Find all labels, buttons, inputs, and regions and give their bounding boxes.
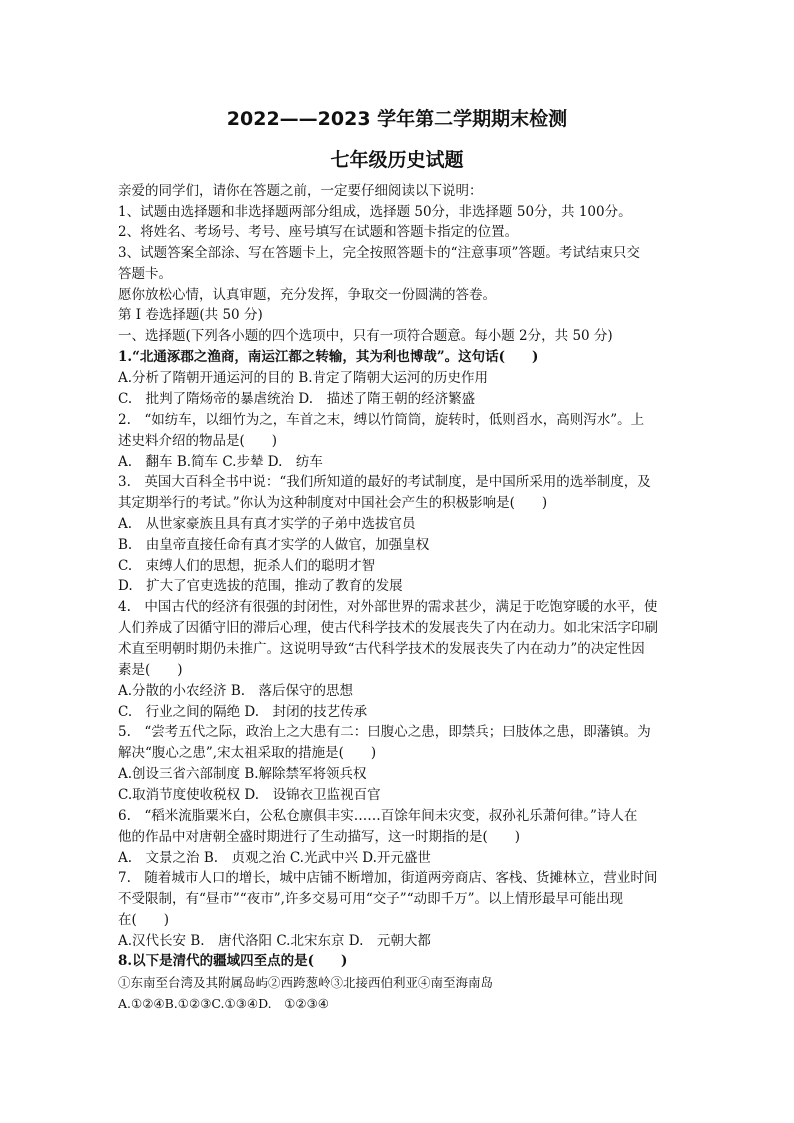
part-title: 一、选择题(下列各小题的四个选项中，只有一项符合题意。每小题 2分，共 50 分): [118, 328, 613, 344]
question-3-option-a: A. 从世家豪族且具有真才实学的子弟中选拔官员: [118, 516, 416, 532]
question-6-options: A. 文景之治 B. 贞观之治 C.光武中兴 D.开元盛世: [118, 850, 431, 866]
question-3-option-c: C. 束缚人们的思想，扼杀人们的聪明才智: [118, 558, 376, 574]
question-1-stem: 1.“北通涿郡之渔商，南运江都之转输，其为利也博哉”。这句话( ): [118, 349, 539, 365]
instruction-item-1: 1、试题由选择题和非选择题两部分组成，选择题 50分，非选择题 50分，共 100分。: [118, 204, 632, 220]
question-4-options-cd: C. 行业之间的隔绝 D. 封闭的技艺传承: [118, 704, 368, 720]
instruction-item-2: 2、将姓名、考场号、考号、座号填写在试题和答题卡指定的位置。: [118, 224, 519, 240]
volume-title: 第 I 卷选择题(共 50 分): [118, 307, 263, 323]
question-5-stem-line-2: 解决“腹心之患”,宋太祖采取的措施是( ): [118, 745, 377, 761]
question-7-stem-line-2: 不受限制，有“昼市”“夜市”,许多交易可用“交子”“动即千万”。以上情形最早可能出现: [118, 891, 624, 907]
question-2-options: A. 翻车 B.简车 C.步辇 D. 纺车: [118, 454, 323, 470]
question-4-stem-line-4: 素是( ): [118, 662, 183, 678]
instructions-intro: 亲爱的同学们，请你在答题之前，一定要仔细阅读以下说明：: [118, 183, 483, 199]
instruction-item-3-line-2: 答题卡。: [118, 266, 172, 282]
question-3-stem-line-2: 其定期举行的考试。”你认为这种制度对中国社会产生的积极影响是( ): [118, 495, 548, 511]
question-3-stem-line-1: 3. 英国大百科全书中说：“我们所知道的最好的考试制度，是中国所采用的选举制度，及: [118, 474, 651, 490]
question-4-stem-line-3: 术直至明朝时期仍未推广。这说明导致“古代科学技术的发展丧失了内在动力”的决定性因: [118, 641, 645, 657]
question-4-stem-line-2: 人们养成了因循守旧的滞后心理，使古代科学技术的发展丧失了内在动力。如北宋活字印刷: [118, 620, 658, 636]
question-1-options-cd: C. 批判了隋炀帝的暴虐统治 D. 描述了隋王朝的经济繁盛: [118, 391, 476, 407]
question-8-stem: 8.以下是清代的疆域四至点的是( ): [118, 953, 348, 969]
instruction-item-3-line-1: 3、试题答案全部涂、写在答题卡上，完全按照答题卡的“注意事项”答题。考试结束只交: [118, 245, 640, 261]
question-6-stem-line-2: 他的作品中对唐朝全盛时期进行了生动描写，这一时期指的是( ): [118, 829, 521, 845]
question-4-options-ab: A.分散的小农经济 B. 落后保守的思想: [118, 683, 354, 699]
question-8-points: ①东南至台湾及其附属岛屿②西跨葱岭③北接西伯利亚④南至海南岛: [118, 975, 494, 990]
question-1-options-ab: A.分析了隋朝开通运河的目的 B.肯定了隋朝大运河的历史作用: [118, 370, 489, 386]
question-5-options-ab: A.创设三省六部制度 B.解除禁军将领兵权: [118, 766, 367, 782]
question-2-stem-line-2: 述史料介绍的物品是( ): [118, 433, 278, 449]
question-3-option-b: B. 由皇帝直接任命有真才实学的人做官，加强皇权: [118, 537, 430, 553]
question-2-stem-line-1: 2. “如纺车，以细竹为之，车首之末，缚以竹筒筒，旋转时，低则舀水，高则泻水”。上: [118, 412, 645, 428]
exam-subtitle: 七年级历史试题: [330, 149, 464, 171]
question-5-options-cd: C.取消节度使收税权 D. 设锦衣卫监视百官: [118, 787, 381, 803]
question-7-options: A.汉代长安 B. 唐代洛阳 C.北宋东京 D. 元朝大都: [118, 933, 431, 949]
exam-title: 2022——2023 学年第二学期期末检测: [226, 108, 568, 130]
question-3-option-d: D. 扩大了官吏选拔的范围，推动了教育的发展: [118, 578, 403, 594]
instructions-wish: 愿你放松心情，认真审题，充分发挥，争取交一份圆满的答卷。: [118, 287, 496, 303]
question-8-options: A.①②④B.①②③C.①③④D. ①②③④: [118, 996, 329, 1011]
question-6-stem-line-1: 6. “稻米流脂粟米白，公私仓廪俱丰实……百馀年间未灾变，叔孙礼乐萧何律。”诗人在: [118, 808, 638, 824]
question-5-stem-line-1: 5. “尝考五代之际，政治上之大患有二：曰腹心之患，即禁兵；曰肢体之患，即藩镇。为: [118, 724, 651, 740]
question-7-stem-line-1: 7. 随着城市人口的增长，城中店铺不断增加，街道两旁商店、客栈、货摊林立，营业时间: [118, 870, 658, 886]
question-7-stem-line-3: 在( ): [118, 912, 170, 928]
question-4-stem-line-1: 4. 中国古代的经济有很强的封闭性，对外部世界的需求甚少，满足于吃饱穿暖的水平，使: [118, 599, 658, 615]
